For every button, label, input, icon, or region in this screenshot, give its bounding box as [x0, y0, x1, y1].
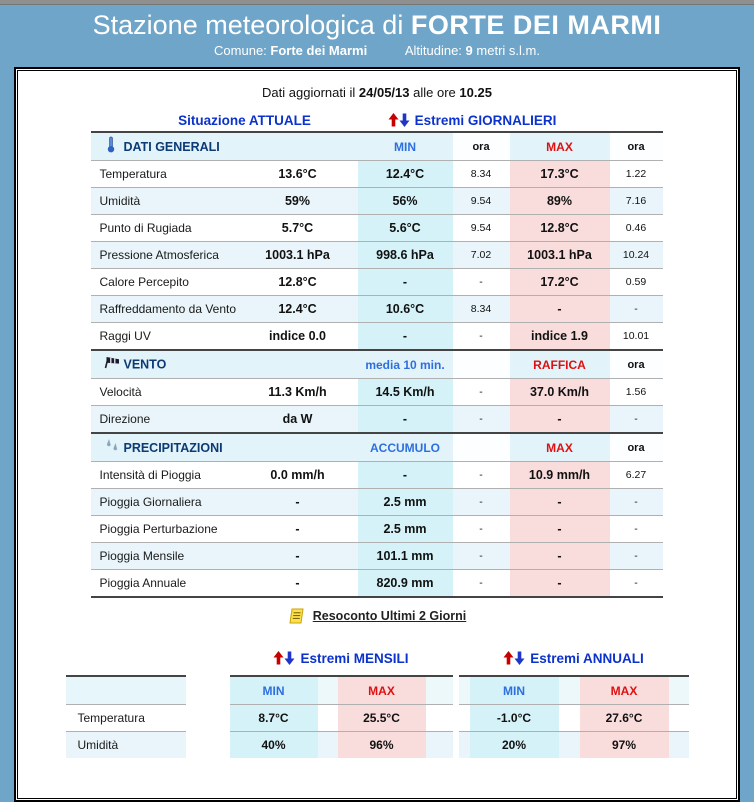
table-row	[91, 570, 662, 598]
up-arrow-icon	[388, 113, 399, 127]
table-row	[66, 705, 186, 732]
current-value: -	[237, 570, 357, 598]
spacer-cell	[559, 676, 580, 705]
max-time: 1.22	[610, 161, 663, 188]
spacer-cell	[426, 705, 453, 732]
avg-time: -	[453, 379, 510, 406]
max-time: 10.24	[610, 242, 663, 269]
ora-column-header	[453, 433, 510, 462]
max-value: 17.2°C	[510, 269, 610, 296]
section-header-row	[91, 132, 662, 161]
max-time: -	[610, 489, 663, 516]
altitude-unit: metri s.l.m.	[476, 43, 540, 58]
ora-column-header: ora	[610, 350, 663, 379]
spacer-cell	[318, 676, 338, 705]
current-value: 5.7°C	[237, 215, 357, 242]
row-label: Punto di Rugiada	[91, 215, 237, 242]
min-value: -	[358, 323, 453, 351]
max-value: 12.8°C	[510, 215, 610, 242]
weather-data-table	[91, 131, 662, 598]
current-value: indice 0.0	[237, 323, 357, 351]
ora-column-header: ora	[610, 132, 663, 161]
current-value: -	[237, 516, 357, 543]
max-time: -	[610, 570, 663, 598]
note-icon	[288, 608, 305, 624]
max-time: 0.46	[610, 215, 663, 242]
max-value: -	[510, 543, 610, 570]
last-update-line	[18, 85, 736, 100]
current-value: -	[237, 543, 357, 570]
table-row	[459, 676, 689, 705]
accumulo-time: -	[453, 462, 510, 489]
min-value: 5.6°C	[358, 215, 453, 242]
current-value: 59%	[237, 188, 357, 215]
row-label: Calore Percepito	[91, 269, 237, 296]
annual-extremes-label: Estremi ANNUALI	[530, 651, 644, 666]
annual-max-value: 27.6°C	[580, 705, 669, 732]
annual-extremes-group	[459, 651, 689, 758]
max-time: -	[610, 543, 663, 570]
min-column-header: MIN	[230, 676, 318, 705]
table-row	[91, 161, 662, 188]
section-dati-generali	[91, 132, 662, 350]
row-label: Direzione	[91, 406, 237, 434]
min-time: 8.34	[453, 296, 510, 323]
max-value: indice 1.9	[510, 323, 610, 351]
station-subtitle	[0, 43, 754, 67]
table-row	[91, 489, 662, 516]
table-row	[91, 188, 662, 215]
monthly-min-value: 40%	[230, 732, 318, 759]
windsock-icon	[99, 355, 123, 374]
content-panel-inner	[17, 70, 737, 799]
section-title: VENTO	[123, 357, 167, 372]
spacer-cell	[459, 732, 470, 759]
station-name: FORTE DEI MARMI	[410, 10, 662, 40]
monthly-extremes-title	[230, 651, 453, 675]
row-label: Velocità	[91, 379, 237, 406]
daily-extremes-title	[358, 113, 663, 128]
spacer-cell	[426, 732, 453, 759]
current-value: 12.4°C	[237, 296, 357, 323]
spacer-cell	[669, 676, 689, 705]
row-label: Umidità	[66, 732, 186, 759]
spacer-cell	[318, 705, 338, 732]
station-masthead	[0, 5, 754, 67]
update-infix: alle ore	[413, 85, 456, 100]
avg-value: -	[358, 406, 453, 434]
section-header-row	[91, 350, 662, 379]
annual-extremes-title	[459, 651, 689, 675]
row-label: Raggi UV	[91, 323, 237, 351]
accumulo-value: 2.5 mm	[358, 516, 453, 543]
max-time: 0.59	[610, 269, 663, 296]
spacer-cell	[559, 732, 580, 759]
table-row	[91, 323, 662, 351]
max-value: -	[510, 296, 610, 323]
accumulo-time: -	[453, 570, 510, 598]
table-row	[91, 215, 662, 242]
current-value: 11.3 Km/h	[237, 379, 357, 406]
row-label: Umidità	[91, 188, 237, 215]
comune-value: Forte dei Marmi	[270, 43, 368, 58]
accumulo-value: 2.5 mm	[358, 489, 453, 516]
section-title-cell	[91, 350, 357, 379]
max-value: 10.9 mm/h	[510, 462, 610, 489]
up-arrow-icon	[503, 651, 514, 665]
min-value: 56%	[358, 188, 453, 215]
annual-extremes-table	[459, 675, 689, 758]
row-label: Pioggia Mensile	[91, 543, 237, 570]
avg-column-header: media 10 min.	[358, 350, 453, 379]
section-title-cell	[91, 433, 357, 462]
min-time: -	[453, 323, 510, 351]
gust-value: 37.0 Km/h	[510, 379, 610, 406]
min-column-header: MIN	[470, 676, 559, 705]
spacer-cell	[426, 676, 453, 705]
min-time: 9.54	[453, 215, 510, 242]
row-label: Pioggia Perturbazione	[91, 516, 237, 543]
monthly-max-value: 96%	[338, 732, 426, 759]
spacer-cell	[669, 732, 689, 759]
daily-extremes-label: Estremi GIORNALIERI	[414, 113, 557, 128]
annual-max-value: 97%	[580, 732, 669, 759]
max-value: -	[510, 489, 610, 516]
min-column-header: MIN	[358, 132, 453, 161]
up-arrow-icon	[273, 651, 284, 665]
current-value: -	[237, 489, 357, 516]
accumulo-value: -	[358, 462, 453, 489]
table-row	[91, 516, 662, 543]
table-row	[91, 543, 662, 570]
max-value: -	[510, 516, 610, 543]
ora-column-header: ora	[453, 132, 510, 161]
min-value: 998.6 hPa	[358, 242, 453, 269]
min-time: 9.54	[453, 188, 510, 215]
update-prefix: Dati aggiornati il	[262, 85, 356, 100]
table-row	[66, 676, 186, 705]
row-label: Intensità di Pioggia	[91, 462, 237, 489]
accumulo-time: -	[453, 489, 510, 516]
min-time: -	[453, 269, 510, 296]
table-row	[91, 406, 662, 434]
gust-time: 1.56	[610, 379, 663, 406]
down-arrow-icon	[399, 113, 410, 127]
monthly-extremes-table	[230, 675, 453, 758]
table-row	[230, 676, 453, 705]
min-value: -	[358, 269, 453, 296]
max-time: 7.16	[610, 188, 663, 215]
table-row	[91, 269, 662, 296]
accumulo-column-header: ACCUMULO	[358, 433, 453, 462]
extremes-arrows	[273, 651, 295, 666]
max-time: -	[610, 296, 663, 323]
max-column-header: MAX	[510, 132, 610, 161]
page-title	[0, 10, 754, 41]
down-arrow-icon	[284, 651, 295, 665]
max-column-header: MAX	[510, 433, 610, 462]
section-header-row	[91, 433, 662, 462]
min-value: 12.4°C	[358, 161, 453, 188]
table-row	[91, 242, 662, 269]
update-time: 10.25	[459, 85, 492, 100]
spacer-cell	[559, 705, 580, 732]
section-title: PRECIPITAZIONI	[123, 440, 223, 455]
max-value: 89%	[510, 188, 610, 215]
row-label: Temperatura	[66, 705, 186, 732]
table-row	[230, 732, 453, 759]
max-value: 1003.1 hPa	[510, 242, 610, 269]
comune-label: Comune:	[214, 43, 267, 58]
section-precipitazioni	[91, 433, 662, 597]
monthly-min-value: 8.7°C	[230, 705, 318, 732]
gust-time: -	[610, 406, 663, 434]
current-value: 0.0 mm/h	[237, 462, 357, 489]
row-label: Pioggia Giornaliera	[91, 489, 237, 516]
ora-column-header: ora	[610, 433, 663, 462]
section-title-cell	[91, 132, 357, 161]
down-arrow-icon	[514, 651, 525, 665]
row-label: Pioggia Annuale	[91, 570, 237, 598]
current-situation-title: Situazione ATTUALE	[178, 113, 311, 128]
max-time: 6.27	[610, 462, 663, 489]
extremes-section	[18, 651, 736, 758]
main-table-titles	[92, 113, 663, 128]
table-row	[91, 296, 662, 323]
section-vento	[91, 350, 662, 433]
min-time: 7.02	[453, 242, 510, 269]
accumulo-time: -	[453, 543, 510, 570]
altitude-label: Altitudine:	[404, 43, 462, 58]
avg-value: 14.5 Km/h	[358, 379, 453, 406]
max-value: -	[510, 570, 610, 598]
annual-min-value: 20%	[470, 732, 559, 759]
min-value: 10.6°C	[358, 296, 453, 323]
max-time: 10.01	[610, 323, 663, 351]
max-time: -	[610, 516, 663, 543]
extremes-labels-table	[66, 675, 186, 758]
empty-header-cell	[66, 676, 186, 705]
spacer-cell	[318, 732, 338, 759]
row-label: Pressione Atmosferica	[91, 242, 237, 269]
report-link-row	[18, 607, 736, 625]
accumulo-time: -	[453, 516, 510, 543]
annual-min-value: -1.0°C	[470, 705, 559, 732]
current-value: da W	[237, 406, 357, 434]
raindrops-icon	[99, 438, 123, 458]
ora-column-header	[453, 350, 510, 379]
altitude-value: 9	[465, 43, 473, 58]
content-panel	[14, 67, 740, 802]
table-row	[230, 705, 453, 732]
thermometer-icon	[99, 136, 123, 158]
gust-column-header: RAFFICA	[510, 350, 610, 379]
table-row	[91, 379, 662, 406]
report-last-2-days-link[interactable]: Resoconto Ultimi 2 Giorni	[312, 609, 467, 623]
row-label: Temperatura	[91, 161, 237, 188]
gust-value: -	[510, 406, 610, 434]
table-row	[459, 705, 689, 732]
row-label: Raffreddamento da Vento	[91, 296, 237, 323]
monthly-extremes-group	[230, 651, 453, 758]
current-value: 1003.1 hPa	[237, 242, 357, 269]
spacer-cell	[669, 705, 689, 732]
min-time: 8.34	[453, 161, 510, 188]
extremes-arrows	[388, 113, 410, 128]
table-row	[66, 732, 186, 759]
table-row	[91, 462, 662, 489]
max-column-header: MAX	[338, 676, 426, 705]
update-date: 24/05/13	[358, 85, 410, 100]
max-column-header: MAX	[580, 676, 669, 705]
page-title-prefix: Stazione meteorologica di	[92, 10, 404, 40]
section-title: DATI GENERALI	[123, 139, 220, 154]
max-value: 17.3°C	[510, 161, 610, 188]
table-row	[459, 732, 689, 759]
avg-time: -	[453, 406, 510, 434]
current-value: 12.8°C	[237, 269, 357, 296]
accumulo-value: 101.1 mm	[358, 543, 453, 570]
spacer-cell	[459, 676, 470, 705]
spacer-cell	[459, 705, 470, 732]
extremes-arrows	[503, 651, 525, 666]
monthly-max-value: 25.5°C	[338, 705, 426, 732]
monthly-extremes-label: Estremi MENSILI	[300, 651, 409, 666]
current-value: 13.6°C	[237, 161, 357, 188]
accumulo-value: 820.9 mm	[358, 570, 453, 598]
